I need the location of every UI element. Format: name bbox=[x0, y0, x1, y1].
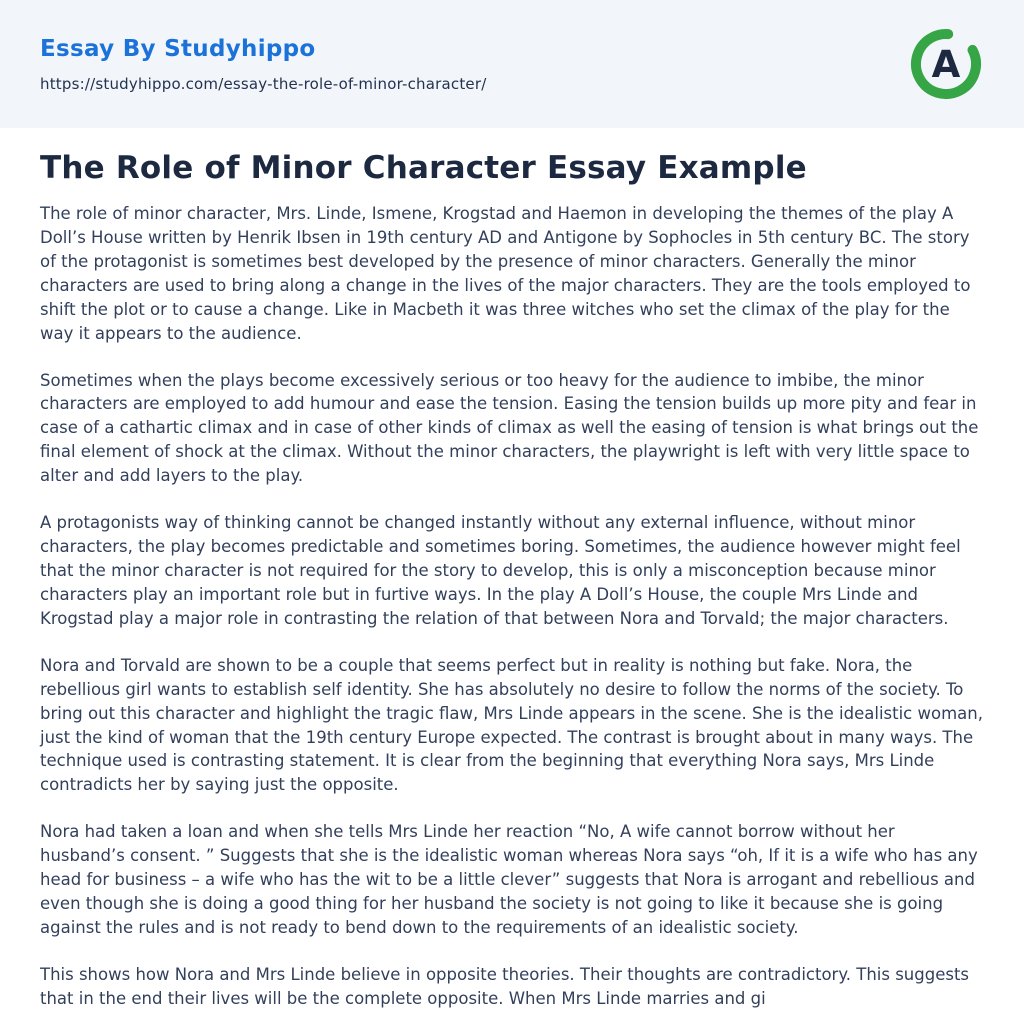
site-header bbox=[0, 0, 1024, 128]
paragraph: The role of minor character, Mrs. Linde, Ismene, Krogstad and Haemon in developing the themes of the play A Doll’s House written by Henrik Ibsen in 19th century AD and Antigone by Sophocles in 5th century BC. The story of the protagonist is sometimes best developed by the presence of minor characters. Generally the minor characters are used to bring along a change in the lives of the major characters. They are the tools employed to shift the plot or to cause a change. Like in Macbeth it was three witches who set the climax of the play for the way it appears to the audience. bbox=[40, 204, 971, 343]
paragraph: Nora had taken a loan and when she tells Mrs Linde her reaction “No, A wife cannot borrow without her husband’s consent. ” Suggests that she is the idealistic woman whereas Nora says “oh, If it is a wife who has any head for business – a wife who has the wit to be a little clever” suggests that Nora is arrogant and rebellious and even though she is doing a good thing for her husband the society is not going to like it because she is going against the rules and is not ready to bend down to the requirements of an idealistic society. bbox=[40, 822, 978, 937]
studyhippo-logo[interactable] bbox=[908, 26, 984, 102]
studyhippo-logo-icon bbox=[908, 26, 984, 102]
source-url: https://studyhippo.com/essay-the-role-of-minor-character/ bbox=[40, 74, 487, 93]
article-body bbox=[40, 202, 984, 1011]
paragraph: This shows how Nora and Mrs Linde believe in opposite theories. Their thoughts are contradictory. This suggests that in the end their lives will be the complete opposite. When Mrs Linde marries and gi bbox=[40, 964, 970, 1008]
article-content bbox=[0, 128, 1024, 1011]
paragraph: Sometimes when the plays become excessively serious or too heavy for the audience to imbibe, the minor characters are employed to add humour and ease the tension. Easing the tension builds up more pity and fear in case of a cathartic climax and in case of other kinds of climax as well the easing of tension is what brings out the final element of shock at the climax. Without the minor characters, the playwright is left with very little space to alter and add layers to the play. bbox=[40, 370, 979, 486]
paragraph: Nora and Torvald are shown to be a couple that seems perfect but in reality is nothing but fake. Nora, the rebellious girl wants to establish self identity. She has absolutely no desire to follow the norms of the society. To bring out this character and highlight the tragic flaw, Mrs Linde appears in the scene. She is the idealistic woman, just the kind of woman that the 19th century Europe expected. The contrast is brought about in many ways. The technique used is contrasting statement. It is clear from the beginning that everything Nora says, Mrs Linde contradicts her by saying just the opposite. bbox=[40, 655, 983, 795]
header-text-block bbox=[40, 36, 486, 93]
paragraph: A protagonists way of thinking cannot be changed instantly without any external influence, without minor characters, the play becomes predictable and sometimes boring. Sometimes, the audience however might feel that the minor character is not required for the story to develop, this is only a misconception because minor characters play an important role but in furtive ways. In the play A Doll’s House, the couple Mrs Linde and Krogstad play a major role in contrasting the relation of that between Nora and Torvald; the major characters. bbox=[40, 513, 961, 628]
logo-letter: A bbox=[931, 43, 961, 86]
article-title: The Role of Minor Character Essay Example bbox=[40, 150, 807, 186]
site-title-link[interactable]: Essay By Studyhippo bbox=[40, 35, 316, 62]
